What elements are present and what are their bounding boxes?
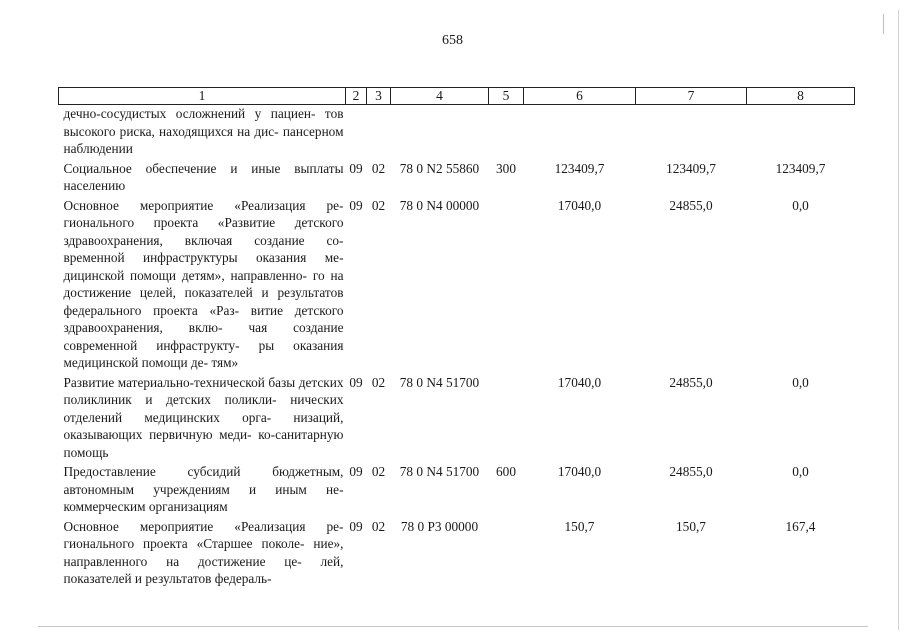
row-expense-type: 300 [496, 160, 516, 176]
row-subsection: 02 [371, 518, 386, 534]
table-row [59, 105, 855, 160]
budget-table [58, 87, 855, 590]
table-row [59, 160, 855, 197]
row-target-code [391, 105, 489, 160]
column-header: 6 [524, 88, 636, 105]
row-name: Основное мероприятие «Реализация ре- гионального проекта «Старшее поколе- ние», направленного на достижение це- лей, показателей и результатов федераль- [63, 518, 344, 586]
row-subsection: 02 [371, 160, 386, 176]
row-section: 09 [349, 374, 363, 390]
row-target-code: 78 0 N2 55860 [399, 160, 480, 176]
row-amount-col8: 167,4 [785, 518, 816, 534]
column-header: 8 [747, 88, 855, 105]
row-amount-col8 [747, 105, 855, 160]
column-header: 3 [367, 88, 391, 105]
row-section [346, 105, 367, 160]
row-amount-col8: 123409,7 [775, 160, 826, 176]
row-section: 09 [349, 197, 363, 213]
row-amount-col6 [524, 105, 636, 160]
row-subsection: 02 [371, 197, 386, 213]
row-name: дечно-сосудистых осложнений у пациен- тов высокого риска, находящихся на дис- пансерном наблюдении [63, 106, 344, 156]
column-header: 7 [636, 88, 747, 105]
row-section: 09 [349, 464, 363, 479]
scan-edge-bottom [38, 626, 868, 627]
row-expense-type: 600 [496, 464, 516, 479]
column-header: 1 [59, 88, 346, 105]
row-subsection: 02 [371, 374, 386, 390]
row-amount-col7: 24855,0 [669, 464, 713, 479]
row-target-code: 78 0 N4 51700 [399, 374, 480, 390]
row-expense-type [489, 374, 524, 464]
row-target-code: 78 0 N4 51700 [399, 464, 480, 479]
row-amount-col8: 0,0 [792, 197, 809, 213]
scan-edge-right [898, 10, 899, 630]
row-target-code: 78 0 P3 00000 [400, 518, 479, 534]
table-row [59, 463, 855, 518]
scan-mark [883, 14, 892, 34]
row-amount-col6: 17040,0 [557, 464, 602, 479]
row-amount-col8: 0,0 [792, 374, 809, 390]
row-expense-type [489, 105, 524, 160]
row-amount-col7: 150,7 [676, 518, 706, 534]
row-section: 09 [349, 518, 363, 534]
row-target-code: 78 0 N4 00000 [399, 197, 480, 213]
page-number: 658 [442, 33, 463, 48]
row-expense-type [489, 518, 524, 590]
row-name: Основное мероприятие «Реализация ре- гионального проекта «Развитие детского здравоохранения, включая создание со- временной инфраструктуры оказания ме- дицинской помощи детям», направленно- го на достижение целей, показателей и результатов федерального проекта «Раз- витие детского здравоохранения, вклю- чая создание современной инфраструкту- ры оказания медицинской помощи де- тям» [63, 197, 344, 370]
row-name: Предоставление субсидий бюджетным, автономным учреждениям и иным не- коммерческим организациям [63, 464, 344, 514]
row-subsection: 02 [371, 464, 386, 479]
table-row [59, 518, 855, 590]
row-amount-col8: 0,0 [792, 464, 809, 479]
row-amount-col6: 150,7 [564, 518, 595, 534]
row-amount-col7: 24855,0 [669, 374, 713, 390]
row-subsection [367, 105, 391, 160]
row-amount-col7: 123409,7 [666, 160, 716, 176]
row-amount-col7: 24855,0 [669, 197, 713, 213]
row-amount-col6: 17040,0 [557, 197, 602, 213]
row-amount-col7 [636, 105, 747, 160]
row-name: Развитие материально-технической базы детских поликлиник и детских поликли- нических отделений медицинских орга- низаций, оказывающих первичную меди- ко-санитарную помощь [63, 374, 344, 460]
column-header: 4 [391, 88, 489, 105]
table-header-row [59, 88, 855, 105]
table-row [59, 197, 855, 374]
row-amount-col6: 17040,0 [557, 374, 602, 390]
row-section: 09 [349, 160, 363, 176]
column-header: 2 [346, 88, 367, 105]
row-expense-type [489, 197, 524, 374]
table-row [59, 374, 855, 464]
column-header: 5 [489, 88, 524, 105]
row-name: Социальное обеспечение и иные выплаты населению [63, 160, 344, 193]
row-amount-col6: 123409,7 [554, 160, 605, 176]
